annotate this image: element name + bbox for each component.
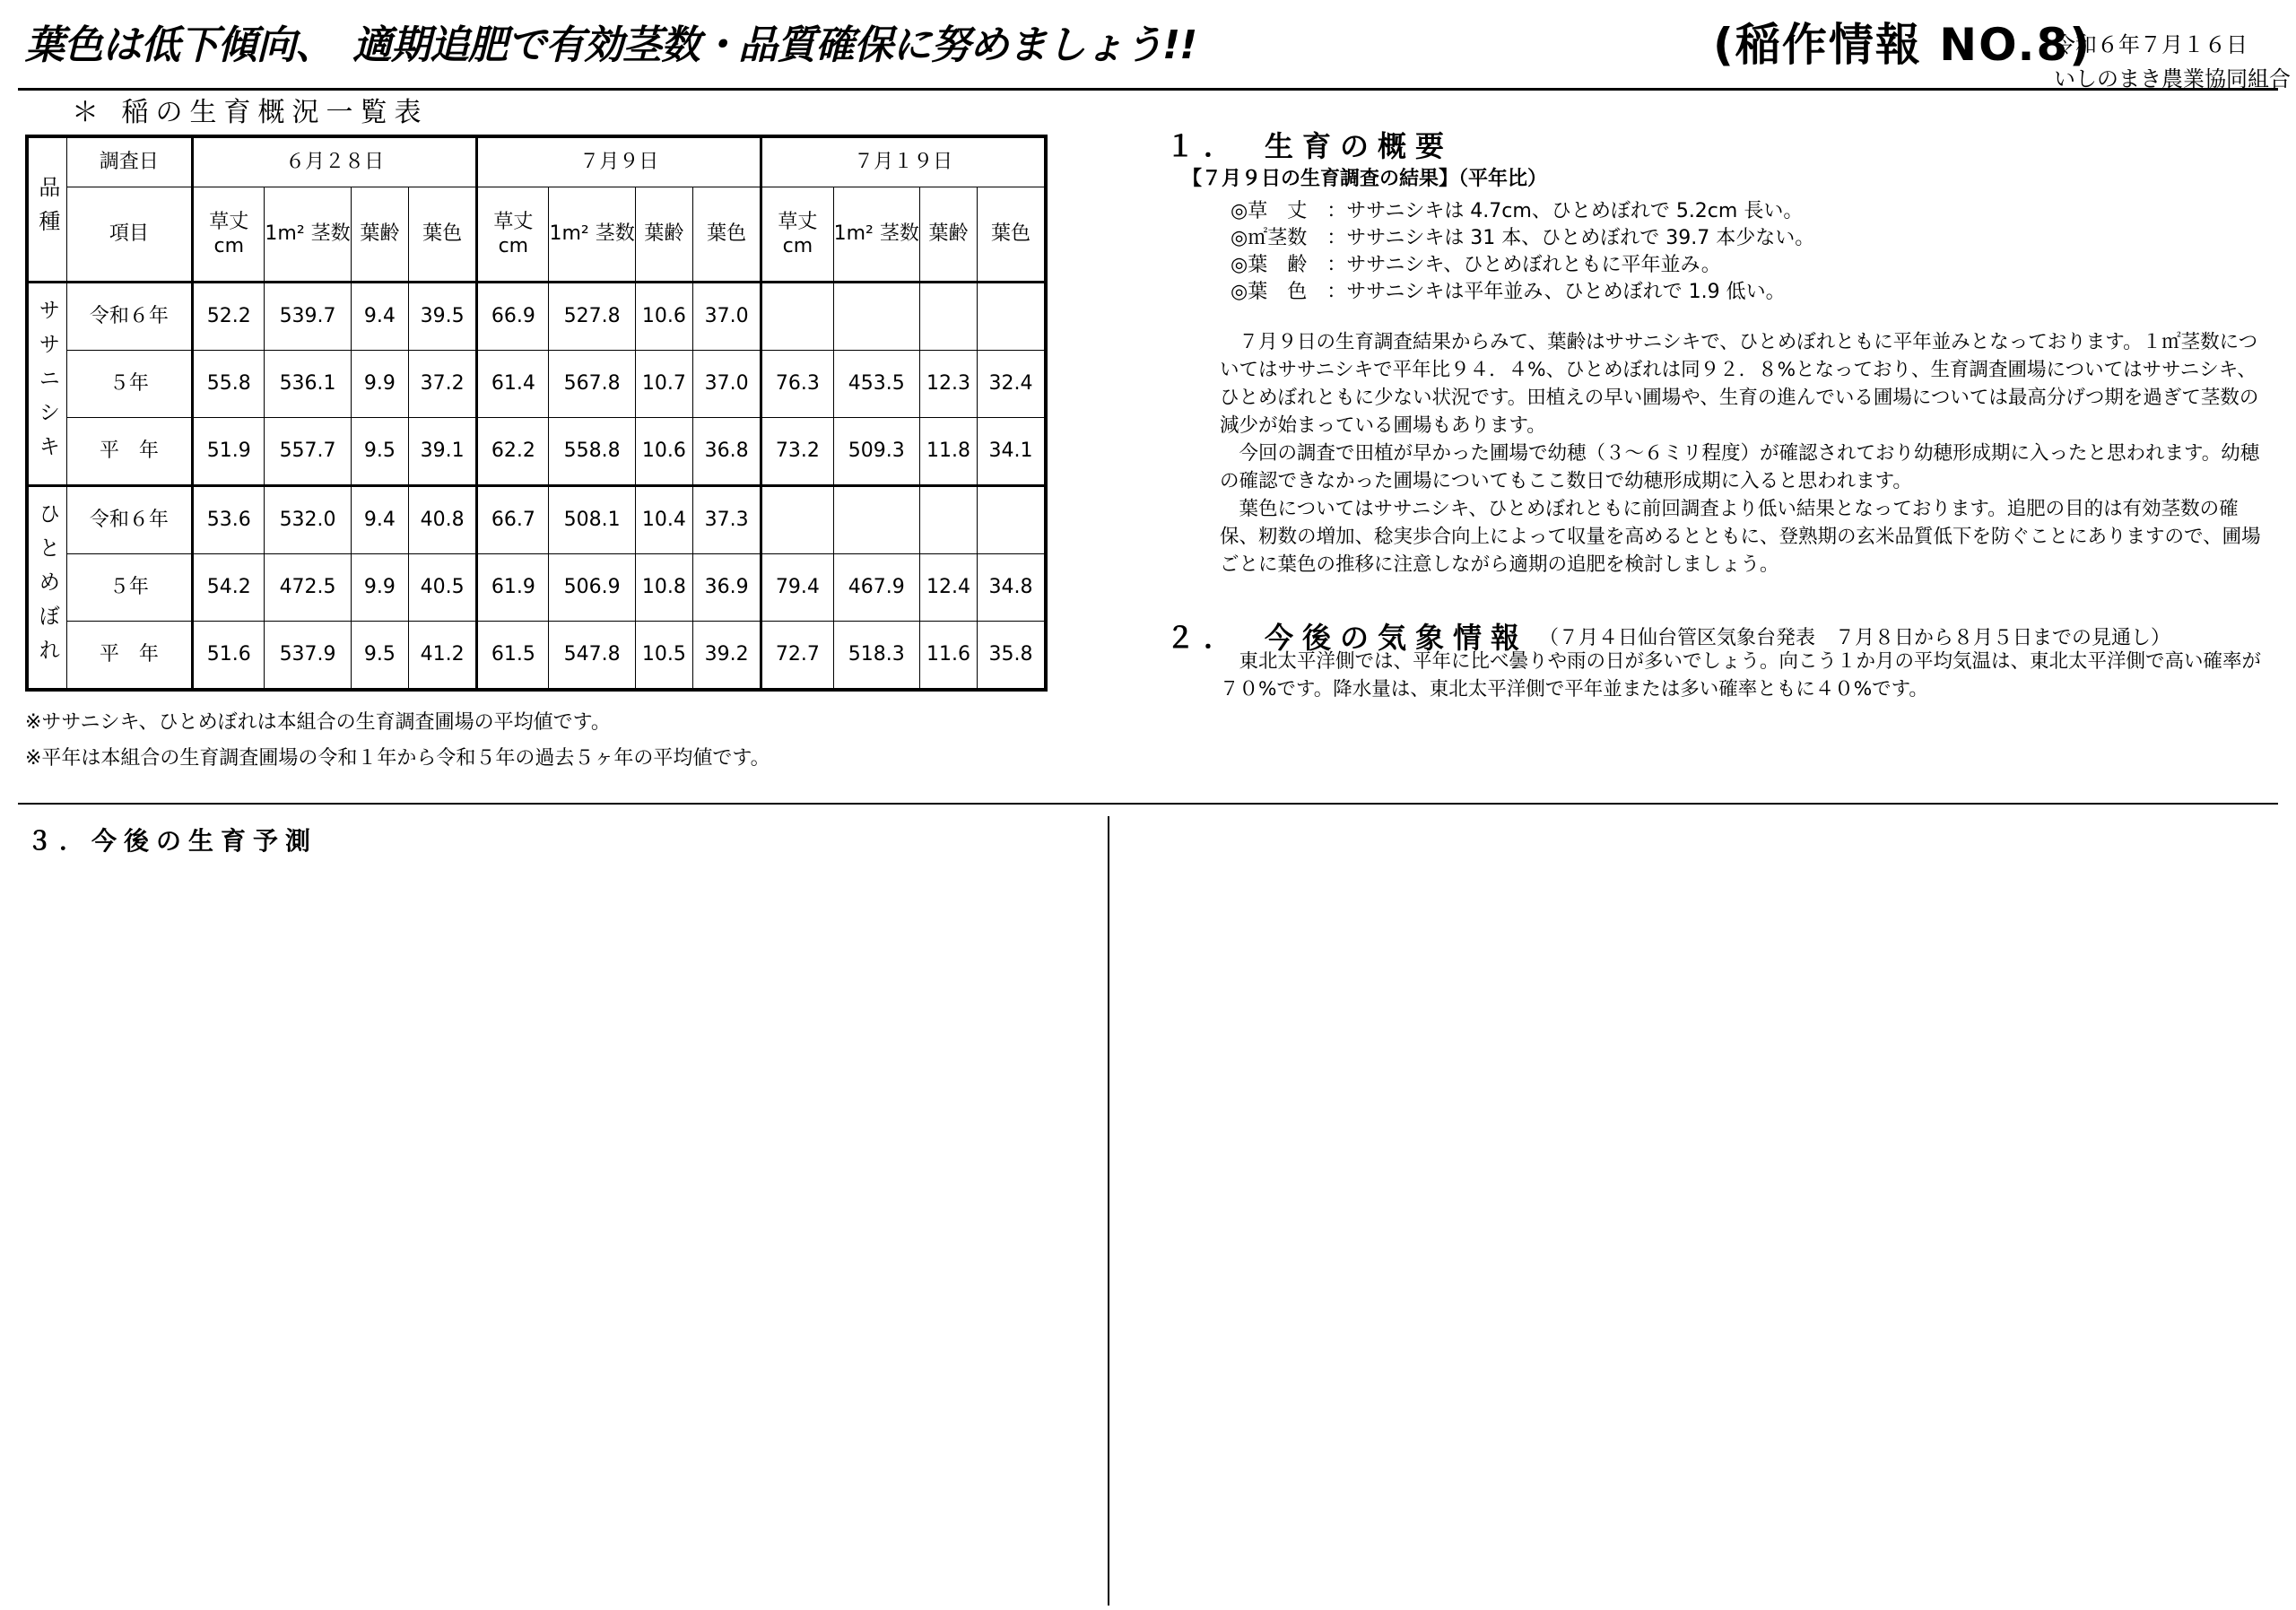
table-cell: 10.6 [635,418,692,486]
table-cell: 567.8 [549,351,635,418]
table-cell: 66.7 [477,486,549,554]
header-metric: 1m² 茎数 [265,187,351,283]
table-cell: 467.9 [833,554,919,622]
table-cell: 39.5 [408,283,476,351]
table-cell: 37.3 [693,486,761,554]
table-cell: 37.0 [693,351,761,418]
table-cell: 61.4 [477,351,549,418]
table-cell: 453.5 [833,351,919,418]
table-cell: 73.2 [761,418,833,486]
row-label: 平 年 [66,622,192,691]
header-metric: 1m² 茎数 [833,187,919,283]
table-cell [978,283,1046,351]
table-cell [833,486,919,554]
bulletin-title: (稲作情報 NO.8) [1713,19,2092,71]
row-label: 平 年 [66,418,192,486]
table-cell: 41.2 [408,622,476,691]
table-note: ※平年は本組合の生育調査圃場の令和１年から令和５年の過去５ヶ年の平均値です。 [25,747,770,770]
section-divider [18,803,2278,805]
table-cell: 506.9 [549,554,635,622]
table-cell [978,486,1046,554]
table-cell: 39.2 [693,622,761,691]
header-date-2: ７月９日 [477,136,761,187]
table-cell: 76.3 [761,351,833,418]
table-cell: 509.3 [833,418,919,486]
table-cell: 11.6 [919,622,977,691]
table-cell: 36.8 [693,418,761,486]
table-cell: 37.0 [693,283,761,351]
table-cell: 61.5 [477,622,549,691]
table-cell: 79.4 [761,554,833,622]
table-cell: 40.5 [408,554,476,622]
headline: 葉色は低下傾向、 適期追肥で有効茎数・品質確保に努めましょう!! [25,22,1197,68]
table-cell: 10.4 [635,486,692,554]
table-cell: 51.9 [193,418,265,486]
forecast-source: （７月４日仙台管区気象台発表 ７月８日から８月５日までの見通し） [1539,627,2171,649]
table-cell: 10.5 [635,622,692,691]
section1-bullet: ◎葉 色 ：ササニシキは平年並み、ひとめぼれで 1.9 低い。 [1231,281,1786,303]
table-cell: 536.1 [265,351,351,418]
header-metric: 葉色 [693,187,761,283]
table-cell: 62.2 [477,418,549,486]
table-cell: 547.8 [549,622,635,691]
table-cell: 518.3 [833,622,919,691]
table-cell: 32.4 [978,351,1046,418]
section1-bullet: ◎草 丈 ：ササニシキは 4.7cm、ひとめぼれで 5.2cm 長い。 [1231,200,1804,222]
header-survey-date: 調査日 [66,136,192,187]
table-cell [761,283,833,351]
table-cell: 11.8 [919,418,977,486]
variety-name: ひとめぼれ [27,486,66,691]
table-cell: 66.9 [477,283,549,351]
publisher: いしのまき農業協同組合 [2054,66,2291,91]
table-cell [833,283,919,351]
table-cell: 36.9 [693,554,761,622]
section1-paragraph: ７月９日の生育調査結果からみて、葉齢はササニシキで、ひとめぼれともに平年並みとなっております。１㎡茎数についてはササニシキで平年比９４．４%、ひとめぼれは同９２．８%となっており、生育調査圃場についてはササニシキ、ひとめぼれともに少ない状況です。田植えの早い圃場や、生育の進んでいる圃場については最高分げつ期を過ぎて茎数の減少が始まっている圃場もあります。 [1220,331,2259,437]
table-cell: 52.2 [193,283,265,351]
table-cell: 34.8 [978,554,1046,622]
section1-paragraph: 今回の調査で田植が早かった圃場で幼穂（３～６ミリ程度）が確認されており幼穂形成期に入ったと思われます。幼穂の確認できなかった圃場についてもここ数日で幼穂形成期に入ると思われます。 [1220,442,2260,492]
table-cell: 9.9 [351,554,408,622]
table-cell: 558.8 [549,418,635,486]
section1-title: １． 生育の概要 [1166,129,1454,163]
section1-subtitle: 【７月９日の生育調査の結果】（平年比） [1182,168,1548,190]
row-label: ５年 [66,554,192,622]
table-cell: 557.7 [265,418,351,486]
table-cell: 54.2 [193,554,265,622]
section3-title: ３．今後の生育予測 [27,826,318,856]
section2-body [1220,648,2278,703]
table-cell: 55.8 [193,351,265,418]
table-cell: 539.7 [265,283,351,351]
header-metric: 草丈 cm [193,187,265,283]
header-metric: 草丈 cm [761,187,833,283]
header-metric: 葉齢 [351,187,408,283]
table-cell: 12.3 [919,351,977,418]
table-cell: 51.6 [193,622,265,691]
table-cell: 9.5 [351,622,408,691]
table-cell [919,486,977,554]
header-metric: 草丈 cm [477,187,549,283]
table-cell: 532.0 [265,486,351,554]
table-cell: 40.8 [408,486,476,554]
table-cell: 37.2 [408,351,476,418]
section2-title: ２． 今後の気象情報 [1166,621,1529,655]
header-metric: 葉齢 [635,187,692,283]
growth-table [25,135,1048,692]
table-cell: 527.8 [549,283,635,351]
table-cell: 9.5 [351,418,408,486]
header-date-1: ６月２８日 [193,136,477,187]
table-cell: 72.7 [761,622,833,691]
table-cell: 508.1 [549,486,635,554]
table-cell: 34.1 [978,418,1046,486]
table-cell [761,486,833,554]
table-cell: 39.1 [408,418,476,486]
row-label: 令和６年 [66,283,192,351]
table-cell: 9.4 [351,486,408,554]
variety-name: ササニシキ [27,283,66,486]
table-cell: 61.9 [477,554,549,622]
section1-body [1220,328,2269,579]
table-cell: 10.8 [635,554,692,622]
table-cell: 9.9 [351,351,408,418]
section2-paragraph: 東北太平洋側では、平年に比べ曇りや雨の日が多いでしょう。向こう１か月の平均気温は、東北太平洋側で高い確率が７０%です。降水量は、東北太平洋側で平年並または多い確率ともに４０%です。 [1220,650,2262,701]
header-item: 項目 [66,187,192,283]
row-label: ５年 [66,351,192,418]
row-label: 令和６年 [66,486,192,554]
header-variety: 品種 [27,136,66,283]
table-cell: 537.9 [265,622,351,691]
column-divider [1108,816,1109,1606]
growth-table-title: ＊ 稲の生育概況一覧表 [72,97,429,128]
table-cell: 10.7 [635,351,692,418]
section1-paragraph: 葉色についてはササニシキ、ひとめぼれともに前回調査より低い結果となっております。追肥の目的は有効茎数の確保、籾数の増加、稔実歩合向上によって収量を高めるとともに、登熟期の玄米品質低下を防ぐことにありますので、圃場ごとに葉色の推移に注意しながら適期の追肥を検討しましょう。 [1220,498,2261,576]
table-cell: 472.5 [265,554,351,622]
table-cell [919,283,977,351]
table-cell: 35.8 [978,622,1046,691]
table-cell: 12.4 [919,554,977,622]
table-note: ※ササニシキ、ひとめぼれは本組合の生育調査圃場の平均値です。 [25,711,611,734]
section1-bullet: ◎㎡茎数 ：ササニシキは 31 本、ひとめぼれで 39.7 本少ない。 [1231,227,1815,249]
header-date-3: ７月１９日 [761,136,1046,187]
issue-date: 令和６年７月１６日 [2054,32,2248,57]
header-metric: 1m² 茎数 [549,187,635,283]
table-cell: 10.6 [635,283,692,351]
table-cell: 9.4 [351,283,408,351]
header-metric: 葉色 [408,187,476,283]
table-cell: 53.6 [193,486,265,554]
section1-bullet: ◎葉 齢 ：ササニシキ、ひとめぼれともに平年並み。 [1231,254,1721,276]
header-metric: 葉色 [978,187,1046,283]
header-metric: 葉齢 [919,187,977,283]
